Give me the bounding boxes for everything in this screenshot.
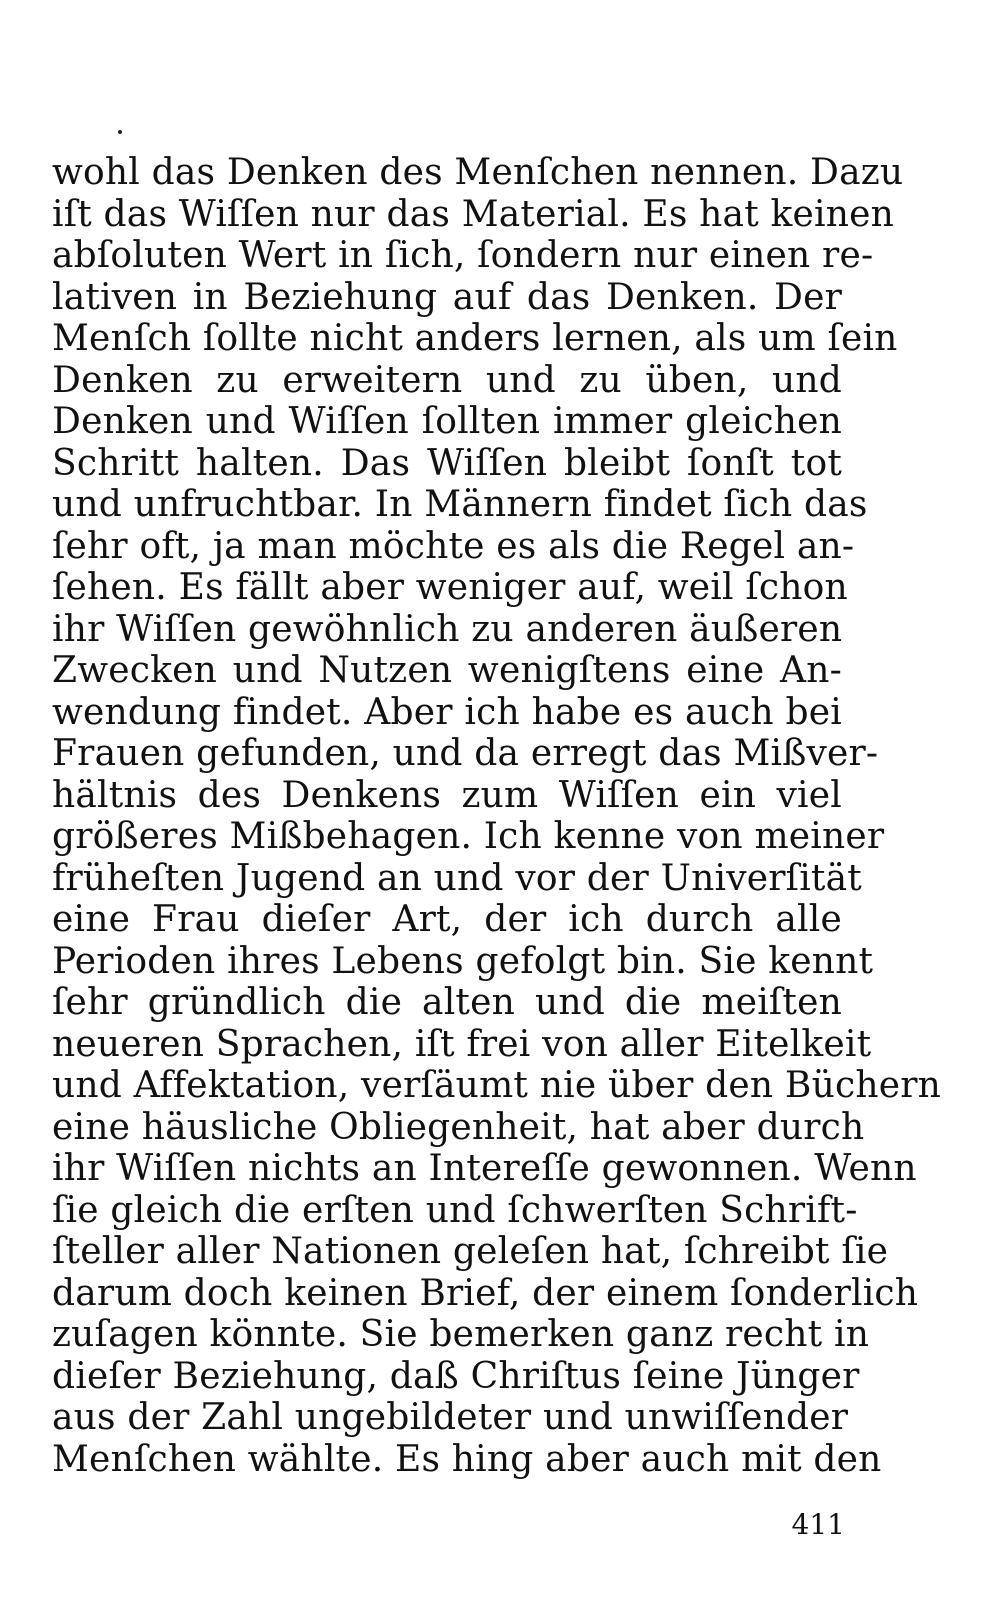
text-line: ſehr gründlich die alten und die meiſten — [52, 982, 842, 1023]
text-line: abſoluten Wert in ſich, ſondern nur einen re- — [52, 235, 874, 276]
text-line: darum doch keinen Brief, der einem ſonderlich — [52, 1272, 919, 1314]
text-line: und Affektation, verſäumt nie über den Büchern — [52, 1065, 942, 1106]
text-line: Schritt halten. Das Wiſſen bleibt ſonſt tot — [52, 442, 842, 484]
body-text — [52, 152, 942, 1480]
text-line: Menſch ſollte nicht anders lernen, als um ſein — [52, 318, 898, 359]
text-line: Denken zu erweitern und zu üben, und — [52, 359, 842, 401]
text-line: neueren Sprachen, iſt frei von aller Eitelkeit — [52, 1023, 872, 1065]
text-line: ſehr oft, ja man möchte es als die Regel an- — [52, 525, 855, 567]
text-line: ihr Wiſſen nichts an Intereſſe gewonnen. Wenn — [52, 1148, 917, 1189]
text-line: dieſer Beziehung, daß Chriſtus ſeine Jünger — [52, 1355, 860, 1397]
text-line: größeres Mißbehagen. Ich kenne von meiner — [52, 816, 885, 857]
text-line: Frauen gefunden, und da erregt das Mißver- — [52, 733, 879, 774]
text-line: zuſagen könnte. Sie bemerken ganz recht in — [52, 1314, 870, 1355]
margin-mark — [118, 130, 122, 134]
text-line: Zwecken und Nutzen wenigſtens eine An- — [52, 650, 842, 691]
text-line: eine häusliche Obliegenheit, hat aber durch — [52, 1106, 865, 1148]
text-line: aus der Zahl ungebildeter und unwiſſender — [52, 1397, 849, 1438]
text-line: Menſchen wählte. Es hing aber auch mit den — [52, 1438, 882, 1480]
text-line: iſt das Wiſſen nur das Material. Es hat keinen — [52, 193, 895, 235]
text-line: ſehen. Es fällt aber weniger auf, weil ſchon — [52, 567, 848, 608]
text-line: hältnis des Denkens zum Wiſſen ein viel — [52, 774, 842, 816]
text-line: wohl das Denken des Menſchen nennen. Dazu — [52, 152, 904, 193]
text-line: früheſten Jugend an und vor der Univerſität — [52, 857, 862, 899]
text-line: und unfruchtbar. In Männern findet ſich das — [52, 484, 868, 525]
text-line: ſteller aller Nationen geleſen hat, ſchreibt ſie — [52, 1231, 889, 1272]
text-line: Perioden ihres Lebens gefolgt bin. Sie kennt — [52, 940, 874, 982]
text-line: wendung findet. Aber ich habe es auch bei — [52, 691, 842, 733]
text-line: Denken und Wiſſen ſollten immer gleichen — [52, 401, 842, 442]
text-line: eine Frau dieſer Art, der ich durch alle — [52, 899, 842, 940]
page-number: 411 — [791, 1508, 845, 1541]
text-line: ihr Wiſſen gewöhnlich zu anderen äußeren — [52, 608, 843, 650]
text-line: ſie gleich die erſten und ſchwerſten Schrift- — [52, 1189, 858, 1231]
text-line: lativen in Beziehung auf das Denken. Der — [52, 276, 842, 318]
